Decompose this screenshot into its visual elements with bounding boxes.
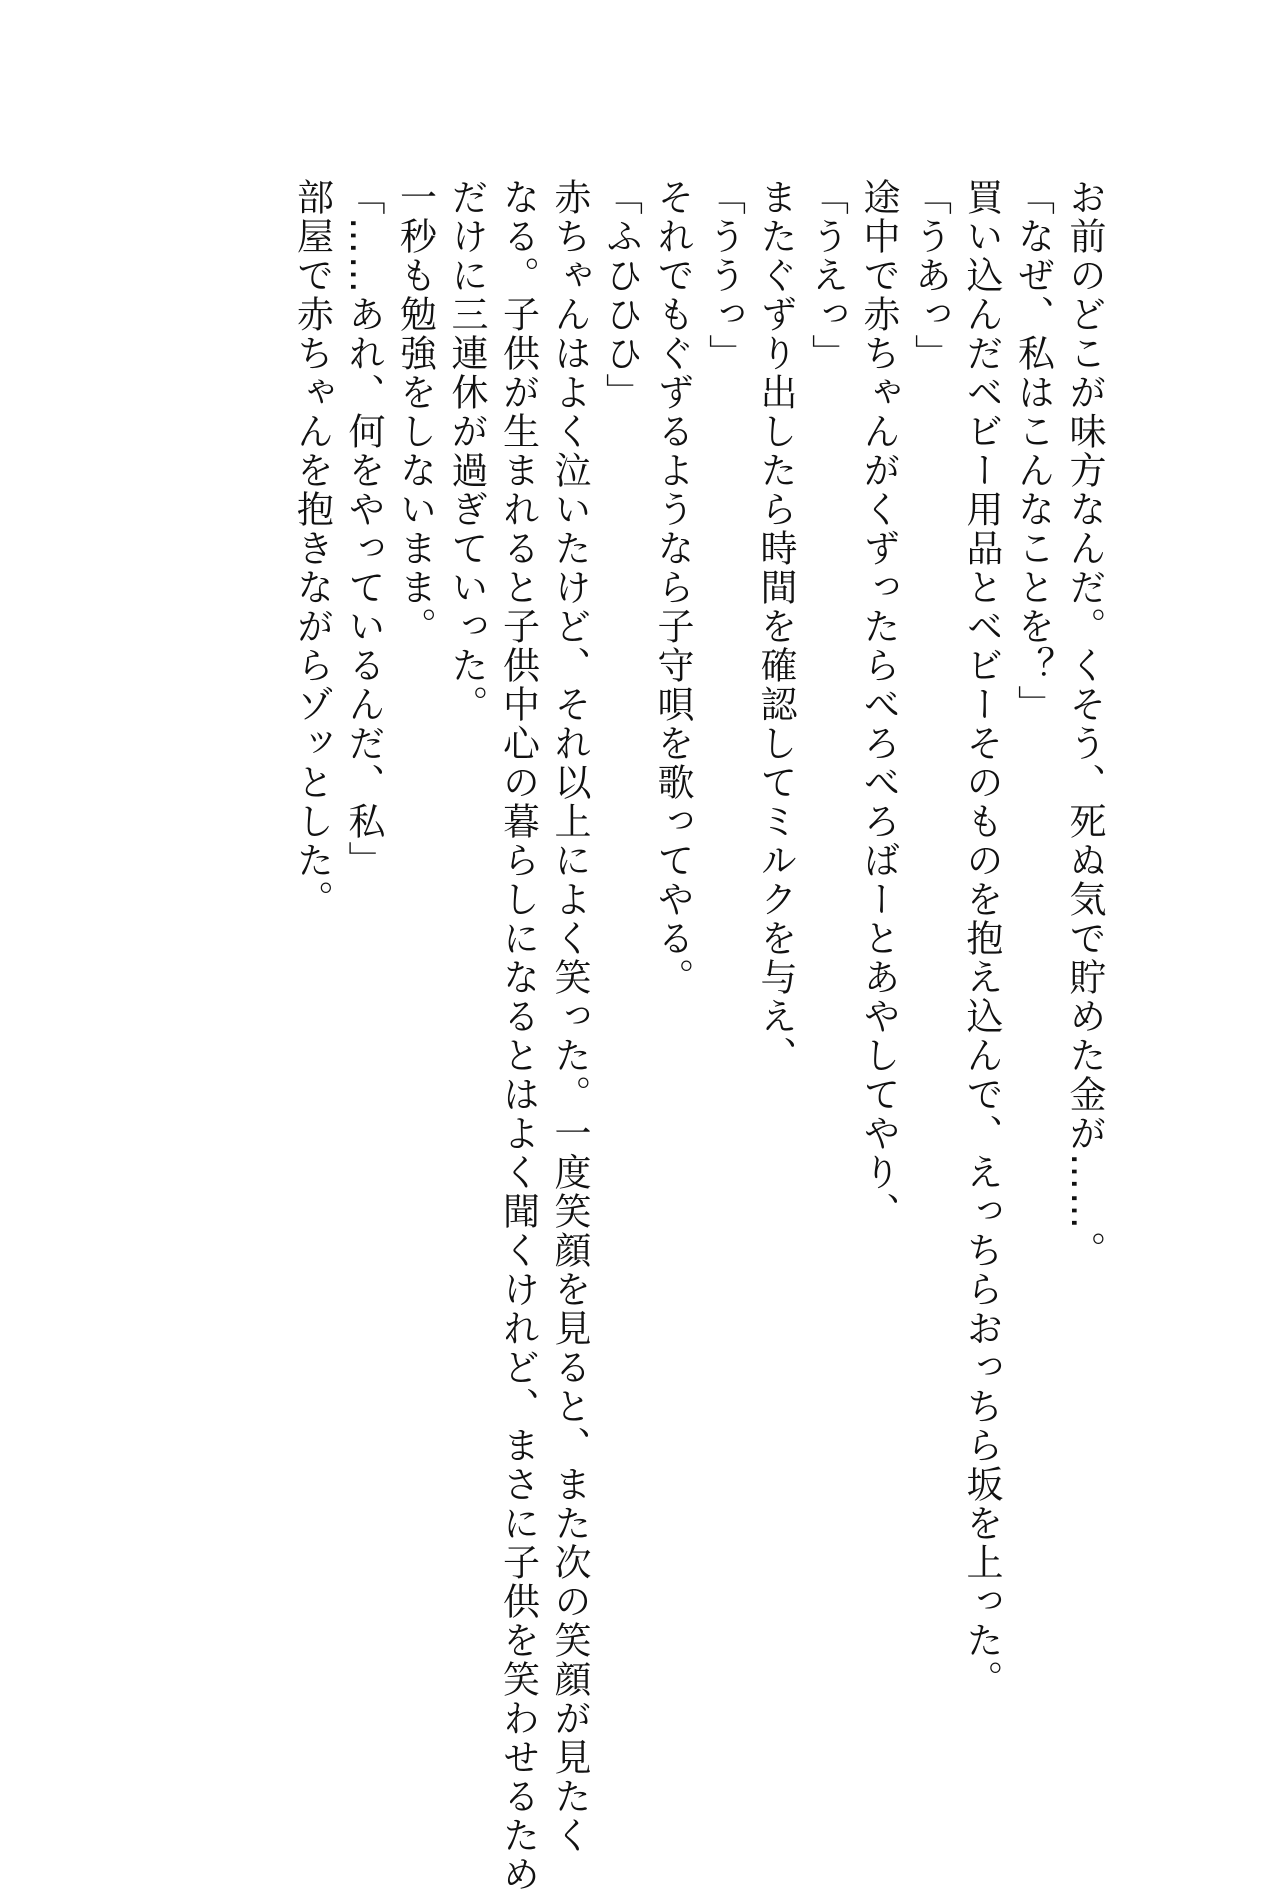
text-line: 「うあっ」 (908, 178, 952, 373)
text-line: 「ふひひひ」 (599, 178, 643, 412)
text-line: 「ううっ」 (702, 178, 746, 373)
text-line: お前のどこが味方なんだ。くそう、死ぬ気で貯めた金が……。 (1063, 178, 1106, 1270)
text-line: またぐずり出したら時間を確認してミルクを与え、 (754, 178, 797, 1075)
text-line: 「なぜ、私はこんなことを？」 (1011, 178, 1055, 724)
text-line: 赤ちゃんはよく泣いたけど、それ以上によく笑った。一度笑顔を見ると、また次の笑顔が見たく (548, 178, 591, 1855)
vertical-text-body (286, 178, 1110, 1894)
text-line: だけに三連休が過ぎていった。 (445, 178, 488, 724)
text-line: 「……あれ、何をやっているんだ、私」 (342, 178, 385, 880)
text-line: 一秒も勉強をしないまま。 (393, 178, 437, 646)
text-line: それでもぐずるようなら子守唄を歌ってやる。 (651, 178, 694, 997)
text-line: なる。子供が生まれると子供中心の暮らしになるとはよく聞くけれど、まさに子供を笑わせるため (496, 178, 540, 1894)
text-line: 部屋で赤ちゃんを抱きながらゾッとした。 (290, 178, 334, 919)
text-line: 「うえっ」 (805, 178, 849, 373)
text-line: 途中で赤ちゃんがくずったらべろべろばーとあやしてやり、 (857, 178, 900, 1231)
text-line: 買い込んだベビー用品とベビーそのものを抱え込んで、えっちらおっちら坂を上った。 (960, 178, 1003, 1699)
